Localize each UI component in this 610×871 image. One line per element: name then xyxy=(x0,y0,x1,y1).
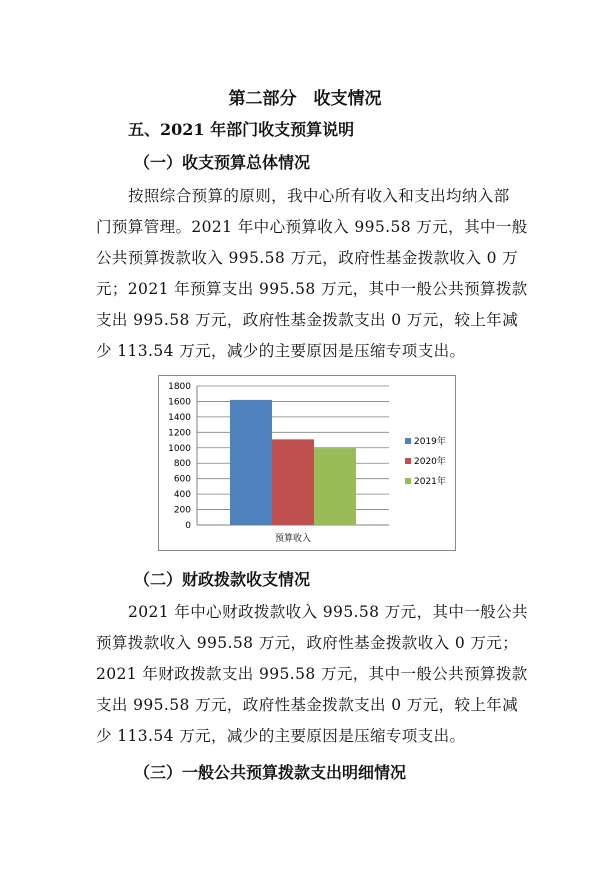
y-tick-label: 600 xyxy=(173,474,191,485)
budget-bar-chart xyxy=(158,375,456,551)
y-tick-label: 200 xyxy=(173,505,191,516)
y-tick-label: 400 xyxy=(173,490,191,501)
x-category-label: 预算收入 xyxy=(274,534,312,544)
paragraph-line: 元；2021 年预算支出 995.58 万元，其中一般公共预算拨款 xyxy=(96,280,528,298)
paragraph-line: 门预算管理。2021 年中心预算收入 995.58 万元，其中一般 xyxy=(96,218,528,236)
bar-2020年 xyxy=(272,439,314,525)
legend-label: 2021年 xyxy=(414,477,446,487)
bar-2021年 xyxy=(314,448,356,525)
paragraph-line: 公共预算拨款收入 995.58 万元，政府性基金拨款收入 0 万 xyxy=(96,249,519,267)
chart-svg xyxy=(159,376,455,550)
y-tick-label: 1600 xyxy=(168,397,191,408)
legend-label: 2020年 xyxy=(414,457,446,467)
paragraph-line: 2021 年财政拨款支出 995.58 万元，其中一般公共预算拨款 xyxy=(96,665,528,683)
paragraph-line: 2021 年中心财政拨款收入 995.58 万元，其中一般公共 xyxy=(128,603,528,621)
paragraph-line: 少 113.54 万元，减少的主要原因是压缩专项支出。 xyxy=(96,727,466,745)
y-tick-label: 1800 xyxy=(168,382,191,392)
subsection-3-title: （三）一般公共预算拨款支出明细情况 xyxy=(134,763,407,782)
part-title: 第二部分 收支情况 xyxy=(228,89,382,109)
paragraph-line: 少 113.54 万元，减少的主要原因是压缩专项支出。 xyxy=(96,342,466,360)
subsection-1-title: （一）收支预算总体情况 xyxy=(134,153,311,172)
legend-swatch xyxy=(405,478,411,484)
bar-2019年 xyxy=(230,400,272,525)
y-tick-label: 1000 xyxy=(168,443,191,454)
legend-label: 2019年 xyxy=(414,437,446,447)
paragraph-line: 按照综合预算的原则，我中心所有收入和支出均纳入部 xyxy=(128,187,510,205)
legend-swatch xyxy=(405,438,411,444)
subsection-2-title: （二）财政拨款收支情况 xyxy=(134,570,311,589)
legend-swatch xyxy=(405,458,411,464)
section-5-title: 五、2021 年部门收支预算说明 xyxy=(128,120,355,139)
y-tick-label: 1400 xyxy=(168,412,191,423)
paragraph-line: 预算拨款收入 995.58 万元，政府性基金拨款收入 0 万元； xyxy=(96,634,519,652)
paragraph-line: 支出 995.58 万元，政府性基金拨款支出 0 万元，较上年减 xyxy=(96,696,519,714)
y-tick-label: 1200 xyxy=(168,428,191,439)
paragraph-line: 支出 995.58 万元，政府性基金拨款支出 0 万元，较上年减 xyxy=(96,311,519,329)
y-tick-label: 800 xyxy=(173,459,191,470)
y-tick-label: 0 xyxy=(185,521,191,531)
